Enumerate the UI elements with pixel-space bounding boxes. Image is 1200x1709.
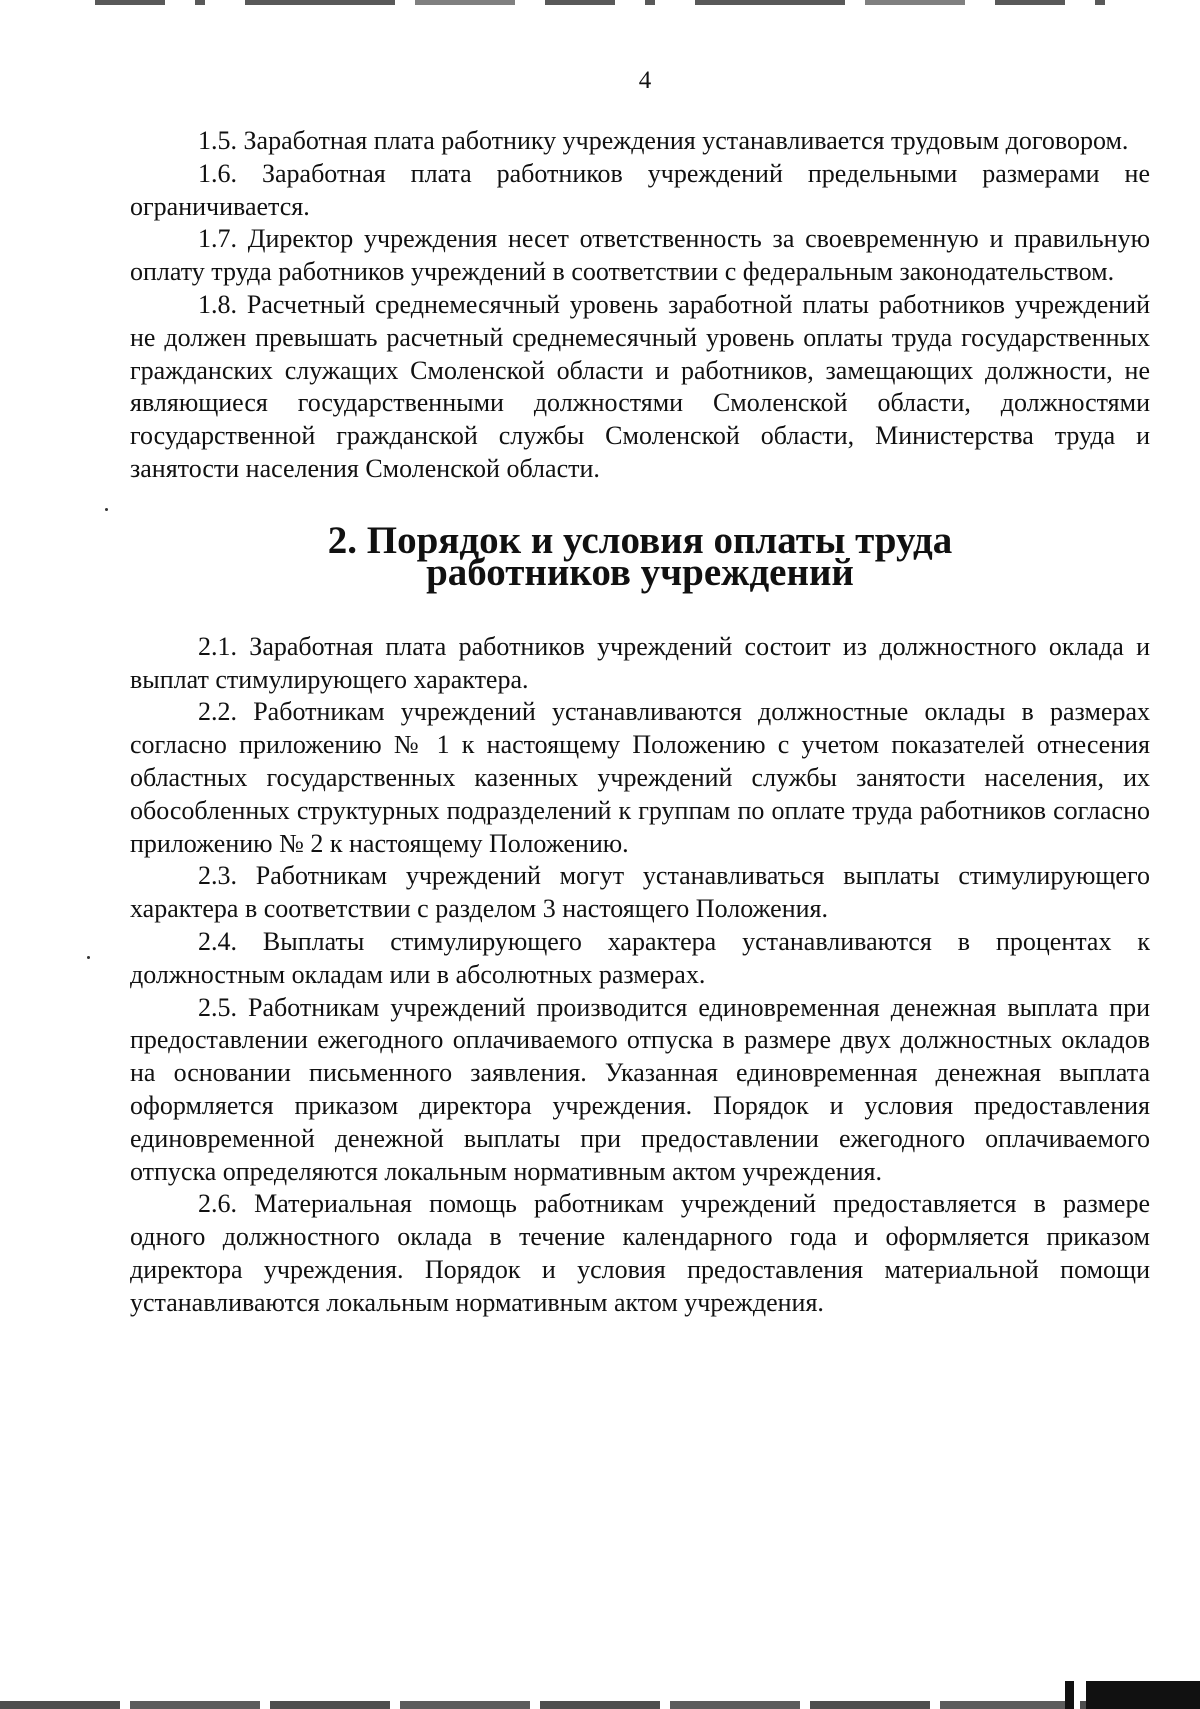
paragraph-1-8: 1.8. Расчетный среднемесячный уровень заработной платы работников учреждений не должен превышать расчетный среднемесячный уровень оплаты труда государственных гражданских служащих Смоленской области и работников, замещающих должности, не являющиеся государственными должностями Смоленской области, должностями государственной гражданской службы Смоленской области, Министерства труда и занятости населения Смоленской области. [130, 289, 1150, 483]
section-2-heading-line-1: 2. Порядок и условия оплаты труда [327, 518, 953, 562]
paragraph-1-5: 1.5. Заработная плата работнику учреждения устанавливается трудовым договором. [198, 126, 1129, 155]
paragraph-2-3: 2.3. Работникам учреждений могут устанавливаться выплаты стимулирующего характера в соответствии с разделом 3 настоящего Положения. [130, 861, 1150, 924]
section-2-heading-line-2: работников учреждений [426, 550, 854, 594]
scan-bottom-right-mark [1050, 1681, 1200, 1709]
paragraph-2-1: 2.1. Заработная плата работников учреждений состоит из должностного оклада и выплат стимулирующего характера. [130, 631, 1150, 694]
scan-top-edge-marks [95, 0, 1130, 5]
scan-bottom-edge-marks [0, 1701, 1200, 1709]
paragraph-1-7: 1.7. Директор учреждения несет ответственность за своевременную и правильную оплату труда работников учреждений в соответствии с федеральным законодательством. [130, 224, 1150, 287]
scan-speck [87, 956, 90, 959]
scan-speck [105, 508, 108, 511]
document-body [130, 125, 1150, 1320]
paragraph-1-6: 1.6. Заработная плата работников учреждений предельными размерами не ограничивается. [130, 158, 1150, 221]
page-number: 4 [638, 67, 652, 94]
section-2-heading [130, 518, 1150, 594]
paragraph-2-5: 2.5. Работникам учреждений производится единовременная денежная выплата при предоставлении ежегодного оплачиваемого отпуска в размере двух должностных окладов на основании письменного заявления. Указанная единовременная денежная выплата оформляется приказом директора учреждения. Порядок и условия предоставления единовременной денежной выплаты при предоставлении ежегодного оплачиваемого отпуска определяются локальным нормативным актом учреждения. [130, 992, 1150, 1186]
paragraph-2-2: 2.2. Работникам учреждений устанавливаются должностные оклады в размерах согласно приложению № 1 к настоящему Положению с учетом показателей отнесения областных государственных казенных учреждений службы занятости населения, их обособленных структурных подразделений к группам по оплате труда работников согласно приложению № 2 к настоящему Положению. [130, 697, 1150, 858]
paragraph-2-4: 2.4. Выплаты стимулирующего характера устанавливаются в процентах к должностным окладам или в абсолютных размерах. [130, 926, 1150, 989]
paragraph-2-6: 2.6. Материальная помощь работникам учреждений предоставляется в размере одного должностного оклада в течение календарного года и оформляется приказом директора учреждения. Порядок и условия предоставления материальной помощи устанавливаются локальным нормативным актом учреждения. [130, 1189, 1150, 1317]
